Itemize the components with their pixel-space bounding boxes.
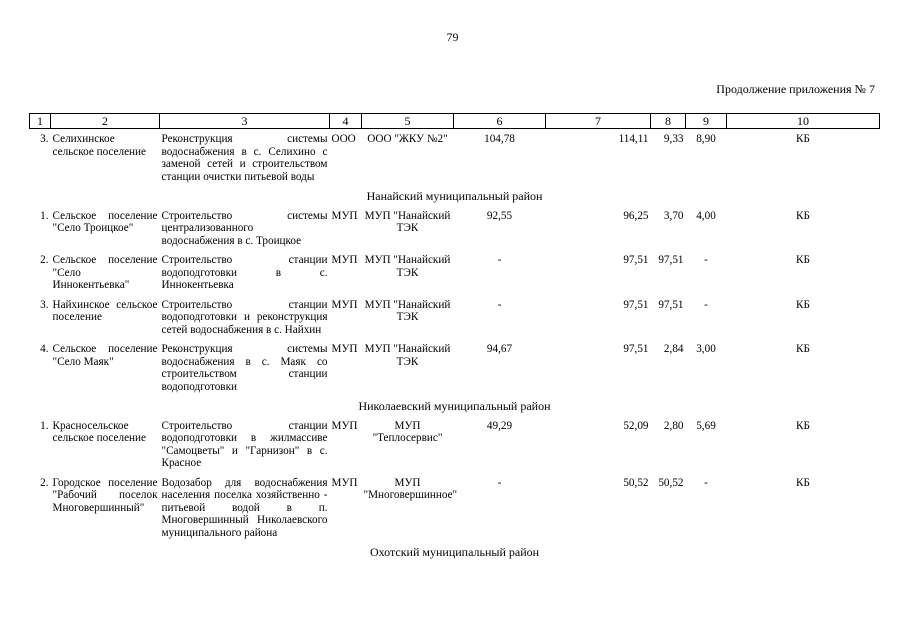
project-cell: Строительство станции водоподготовки и реконструкция сетей водоснабжения в с. Найхин xyxy=(161,298,328,336)
column-header: 6 xyxy=(454,114,546,129)
table-row xyxy=(30,129,880,187)
table-row xyxy=(30,250,880,295)
project-cell: Реконструкция системы водоснабжения в с. Маяк со строительством станции водоподготовки xyxy=(161,343,328,393)
organization-cell: МУП "Нанайский ТЭК xyxy=(364,298,451,323)
funding-source-cell: КБ xyxy=(796,254,810,266)
settlement-cell: Городское поселение "Рабочий поселок Многовершинный" xyxy=(52,476,158,514)
ownership-form-cell: ООО xyxy=(331,133,356,145)
column-header: 7 xyxy=(546,114,651,129)
project-cell: Строительство станции водоподготовки в жилмассиве "Самоцветы" и "Гарнизон" в с. Красное xyxy=(161,419,328,469)
value-cell-6: 92,55 xyxy=(486,209,513,222)
value-cell-8: 50,52 xyxy=(658,476,684,489)
funding-source-cell: КБ xyxy=(796,209,810,222)
value-cell-8: 2,80 xyxy=(663,419,684,432)
value-cell-7: 97,51 xyxy=(623,343,649,355)
row-number-cell: 4. xyxy=(40,343,49,355)
ownership-form-cell: МУП xyxy=(331,209,358,222)
row-number-cell: 2. xyxy=(40,254,49,266)
value-cell-7: 52,09 xyxy=(623,419,649,432)
value-cell-9: 4,00 xyxy=(696,209,716,222)
region-header-row xyxy=(30,542,880,562)
funding-source-cell: КБ xyxy=(796,343,810,355)
table-row xyxy=(30,206,880,251)
project-cell: Реконструкция системы водоснабжения в с. Селихино с заменой сетей и строительством станции очистки питьевой воды xyxy=(161,133,328,183)
value-cell-6: 104,78 xyxy=(484,133,515,145)
column-header: 5 xyxy=(362,114,454,129)
ownership-form-cell: МУП xyxy=(331,298,358,311)
value-cell-9: - xyxy=(704,476,708,489)
organization-cell: МУП "Многовершинное" xyxy=(363,476,458,501)
row-number-cell: 3. xyxy=(40,298,49,311)
value-cell-6: - xyxy=(497,298,502,311)
value-cell-6: 94,67 xyxy=(486,343,513,355)
table-row xyxy=(30,339,880,396)
column-header: 10 xyxy=(727,114,880,129)
organization-cell: МУП "Теплосервис" xyxy=(372,419,443,444)
row-number-cell: 3. xyxy=(40,133,49,145)
column-header: 2 xyxy=(51,114,160,129)
organization-cell: МУП "Нанайский ТЭК xyxy=(364,343,451,368)
column-header: 3 xyxy=(160,114,330,129)
value-cell-9: 8,90 xyxy=(696,133,716,145)
settlement-cell: Найхинское сельское поселение xyxy=(52,298,158,323)
organization-cell: ООО "ЖКУ №2" xyxy=(367,133,448,145)
value-cell-7: 114,11 xyxy=(618,133,649,145)
value-cell-6: 49,29 xyxy=(486,419,513,432)
settlement-cell: Красносельское сельское поселение xyxy=(52,419,146,444)
value-cell-8: 97,51 xyxy=(658,254,684,266)
region-header-row xyxy=(30,396,880,416)
value-cell-9: - xyxy=(704,298,708,311)
value-cell-9: 3,00 xyxy=(696,343,716,355)
value-cell-7: 96,25 xyxy=(623,209,649,222)
ownership-form-cell: МУП xyxy=(331,343,358,355)
region-header-row xyxy=(30,186,880,206)
settlement-cell: Сельское поселение "Село Иннокентьевка" xyxy=(52,254,158,291)
ownership-form-cell: МУП xyxy=(331,419,358,432)
organization-cell: МУП "Нанайский ТЭК xyxy=(364,254,451,279)
funding-source-cell: КБ xyxy=(796,298,810,311)
value-cell-7: 97,51 xyxy=(623,254,649,266)
value-cell-6: - xyxy=(497,476,502,489)
value-cell-8: 2,84 xyxy=(663,343,684,355)
settlement-cell: Селихинское сельское поселение xyxy=(52,133,146,158)
value-cell-7: 50,52 xyxy=(623,476,649,489)
row-number-cell: 1. xyxy=(40,419,49,432)
project-cell: Строительство станции водоподготовки в с. Иннокентьевка xyxy=(161,254,328,291)
funding-source-cell: КБ xyxy=(796,419,810,432)
settlement-cell: Сельское поселение "Село Троицкое" xyxy=(52,209,158,234)
page-number: 79 xyxy=(446,30,459,44)
value-cell-8: 3,70 xyxy=(663,209,684,222)
value-cell-9: - xyxy=(704,254,708,266)
project-cell: Строительство системы централизованного водоснабжения в с. Троицкое xyxy=(161,209,328,247)
column-number-header xyxy=(30,114,880,129)
table-row xyxy=(30,416,880,473)
region-title: Николаевский муниципальный район xyxy=(358,399,551,413)
value-cell-9: 5,69 xyxy=(696,419,716,432)
value-cell-6: - xyxy=(497,254,502,266)
ownership-form-cell: МУП xyxy=(331,254,358,266)
funding-source-cell: КБ xyxy=(796,476,810,489)
table-row xyxy=(30,473,880,543)
column-header: 9 xyxy=(686,114,727,129)
table-row xyxy=(30,295,880,340)
funding-source-cell: КБ xyxy=(796,133,810,145)
continuation-caption: Продолжение приложения № 7 xyxy=(716,82,875,96)
organization-cell: МУП "Нанайский ТЭК xyxy=(364,209,451,234)
row-number-cell: 1. xyxy=(40,209,49,222)
column-header: 1 xyxy=(30,114,51,129)
value-cell-8: 97,51 xyxy=(658,298,684,311)
column-header: 8 xyxy=(651,114,686,129)
ownership-form-cell: МУП xyxy=(331,476,358,489)
region-title: Нанайский муниципальный район xyxy=(366,189,543,203)
appendix-table xyxy=(29,113,880,562)
value-cell-8: 9,33 xyxy=(663,133,684,145)
settlement-cell: Сельское поселение "Село Маяк" xyxy=(52,343,158,368)
value-cell-7: 97,51 xyxy=(623,298,649,311)
project-cell: Водозабор для водоснабжения населения поселка хозяйственно - питьевой водой в п. Многовершинный Николаевского муниципального района xyxy=(161,476,328,539)
region-title: Охотский муниципальный район xyxy=(369,545,540,559)
row-number-cell: 2. xyxy=(40,476,49,489)
column-header: 4 xyxy=(330,114,362,129)
